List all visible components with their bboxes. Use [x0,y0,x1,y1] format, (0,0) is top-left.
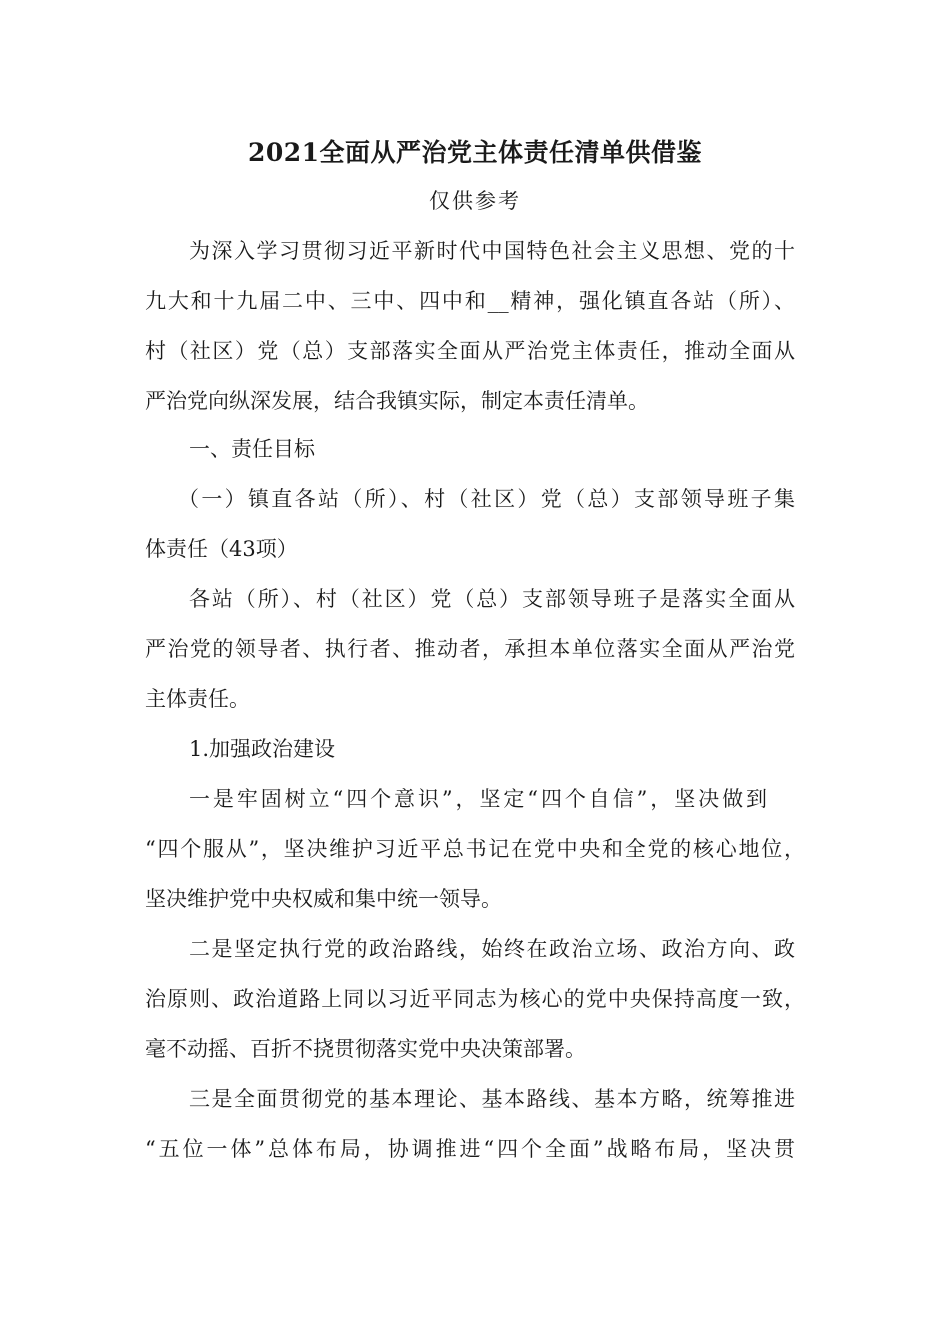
paragraph-line: 九大和十九届二中、三中、四中和__精神，强化镇直各站（所）、 [145,289,795,313]
paragraph-line: 治原则、政治道路上同以习近平同志为核心的党中央保持高度一致， [145,987,805,1011]
paragraph-line: 主体责任。 [145,687,250,711]
paragraph-line: 二是坚定执行党的政治路线，始终在政治立场、政治方向、政 [189,937,795,961]
subsection-heading: 体责任（43项） [145,537,298,561]
paragraph-line: 三是全面贯彻党的基本理论、基本路线、基本方略，统筹推进 [189,1087,795,1111]
paragraph-line: 坚决维护党中央权威和集中统一领导。 [145,887,502,911]
document-title: 2021全面从严治党主体责任清单供借鉴 [247,138,703,167]
paragraph-line: “五位一体”总体布局，协调推进“四个全面”战略布局，坚决贯 [145,1137,795,1161]
paragraph-line: 为深入学习贯彻习近平新时代中国特色社会主义思想、党的十 [189,239,795,263]
paragraph-line: 毫不动摇、百折不挠贯彻落实党中央决策部署。 [145,1037,586,1061]
item-heading: 1.加强政治建设 [189,737,336,761]
paragraph-line: 村（社区）党（总）支部落实全面从严治党主体责任，推动全面从 [145,339,795,363]
document-subtitle: 仅供参考 [429,189,521,213]
paragraph-line: 严治党的领导者、执行者、推动者，承担本单位落实全面从严治党 [145,637,795,661]
paragraph-line: 各站（所）、村（社区）党（总）支部领导班子是落实全面从 [189,587,795,611]
subsection-heading: （一）镇直各站（所）、村（社区）党（总）支部领导班子集 [178,487,795,511]
section-heading: 一、责任目标 [189,437,315,461]
paragraph-line: 严治党向纵深发展，结合我镇实际，制定本责任清单。 [145,389,649,413]
paragraph-line: 一是牢固树立“四个意识”，坚定“四个自信”，坚决做到 [189,787,767,811]
paragraph-line: “四个服从”，坚决维护习近平总书记在党中央和全党的核心地位， [145,837,805,861]
